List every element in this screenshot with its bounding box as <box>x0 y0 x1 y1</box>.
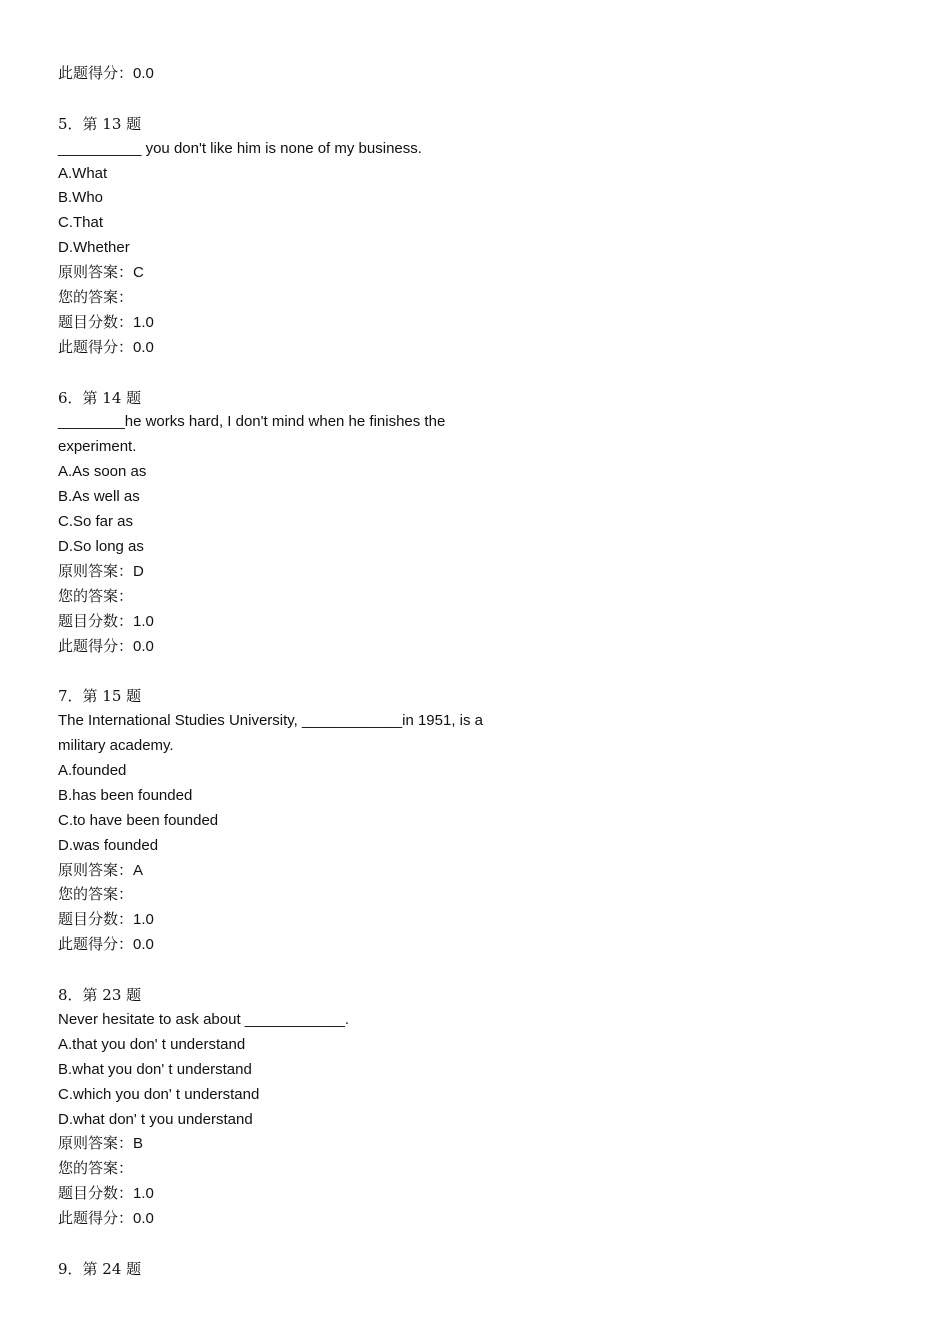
question-stem: ________he works hard, I don't mind when he finishes the experiment. <box>58 413 446 456</box>
score-obtained: 此题得分：0.0 <box>58 65 154 82</box>
option-c: C.which you don' t understand <box>58 1085 260 1103</box>
option-a: A.that you don' t understand <box>58 1035 246 1053</box>
question-heading: 7．第 15 题 <box>58 687 142 706</box>
option-a: A.What <box>58 164 108 182</box>
option-a: A.As soon as <box>58 463 147 481</box>
document-page <box>58 62 498 1282</box>
question-block <box>58 386 498 660</box>
option-c: C.That <box>58 214 104 232</box>
standard-answer: 原则答案：B <box>58 1135 144 1153</box>
score-obtained: 此题得分：0.0 <box>58 1210 154 1228</box>
question-score: 题目分数：1.0 <box>58 612 154 630</box>
question-block <box>58 112 498 361</box>
question-heading: 6．第 14 题 <box>58 388 142 407</box>
option-d: D.was founded <box>58 836 159 854</box>
score-obtained: 此题得分：0.0 <box>58 338 154 356</box>
question-heading: 5．第 13 题 <box>58 114 142 133</box>
your-answer: 您的答案： <box>58 1160 134 1178</box>
option-d: D.what don' t you understand <box>58 1110 253 1128</box>
question-score: 题目分数：1.0 <box>58 313 154 331</box>
standard-answer: 原则答案：C <box>58 264 144 282</box>
option-a: A.founded <box>58 762 127 780</box>
question-block <box>58 684 498 958</box>
option-b: B.what you don' t understand <box>58 1060 252 1078</box>
question-score: 题目分数：1.0 <box>58 911 154 929</box>
your-answer: 您的答案： <box>58 886 134 904</box>
question-stem: __________ you don't like him is none of my business. <box>58 139 422 157</box>
question-stem: Never hesitate to ask about ____________. <box>58 1010 350 1028</box>
option-b: B.As well as <box>58 488 140 506</box>
standard-answer: 原则答案：D <box>58 562 144 580</box>
option-b: B.Who <box>58 189 104 207</box>
option-d: D.Whether <box>58 239 130 257</box>
spacer <box>58 361 498 386</box>
your-answer: 您的答案： <box>58 587 134 605</box>
question-block <box>58 983 498 1232</box>
spacer <box>58 1232 498 1257</box>
spacer <box>58 659 498 684</box>
your-answer: 您的答案： <box>58 289 134 307</box>
score-obtained: 此题得分：0.0 <box>58 637 154 655</box>
question-heading: 9．第 24 题 <box>58 1259 142 1278</box>
option-c: C.So far as <box>58 513 134 531</box>
question-heading: 8．第 23 题 <box>58 986 142 1005</box>
option-c: C.to have been founded <box>58 811 219 829</box>
spacer <box>58 958 498 983</box>
score-obtained: 此题得分：0.0 <box>58 936 154 954</box>
spacer <box>58 87 498 112</box>
option-d: D.So long as <box>58 537 144 555</box>
question-stem: The International Studies University, ____________in 1951, is a military academy. <box>58 712 484 755</box>
option-b: B.has been founded <box>58 786 193 804</box>
standard-answer: 原则答案：A <box>58 861 144 879</box>
question-score: 题目分数：1.0 <box>58 1185 154 1203</box>
